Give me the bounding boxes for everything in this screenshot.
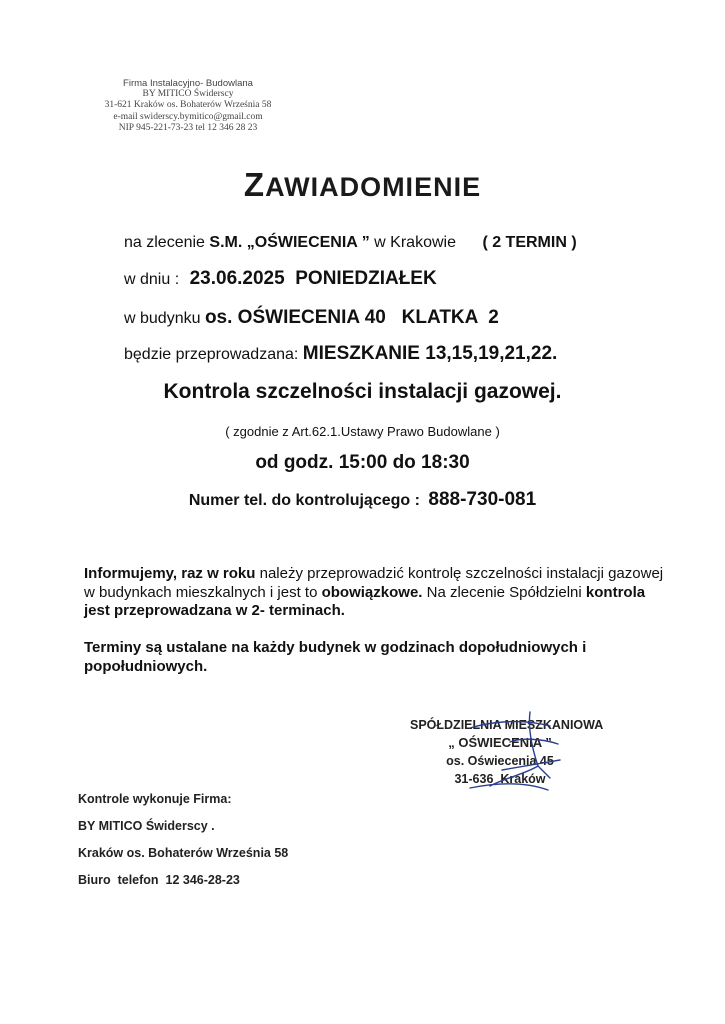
term-badge: ( 2 TERMIN ) (482, 234, 577, 251)
apartments-line (124, 343, 557, 365)
document-title (0, 166, 725, 204)
letterhead-email: e-mail swiderscy.bymitico@gmail.com (113, 111, 263, 122)
stamp-line-2: „ OŚWIECENIA ” (448, 735, 552, 750)
building-value: os. OŚWIECENIA 40 KLATKA 2 (204, 307, 499, 328)
info-paragraph (84, 565, 664, 621)
letterhead-company-name: BY MITICO Świderscy (142, 89, 234, 100)
schedule-paragraph: Terminy są ustalane na każdy budynek w godzinach dopołudniowych i popołudniowych. (84, 639, 587, 675)
stamp-line-3: os. Oświecenia 45 (446, 754, 554, 768)
inspection-hours: od godz. 15:00 do 18:30 (255, 452, 470, 473)
stamp-line-4: 31-636 Kraków (454, 772, 546, 786)
phone-label: Numer tel. do kontrolującego : (188, 492, 420, 509)
info-text-1: należy przeprowadzić kontrolę szczelności instalacji gazowej w budynkach mieszkalnych i jest to (84, 565, 664, 601)
inspection-headline: Kontrola szczelności instalacji gazowej. (163, 380, 562, 403)
order-line (124, 234, 577, 252)
phone-number: 888-730-081 (428, 489, 537, 510)
stamp-line-1: SPÓŁDZIELNIA MIESZKANIOWA (410, 718, 604, 732)
legal-basis: ( zgodnie z Art.62.1.Ustawy Prawo Budowlane ) (225, 424, 500, 439)
info-bold-3: kontrola jest przeprowadzana w 2- terminach. (84, 583, 646, 619)
title-rest: AWIADOMIENIE (265, 172, 482, 202)
date-value: 23.06.2025 PONIEDZIAŁEK (189, 268, 437, 289)
apartments-value: MIESZKANIE 13,15,19,21,22. (302, 343, 558, 364)
letterhead-address: 31-621 Kraków os. Bohaterów Września 58 (104, 100, 272, 111)
info-bold-1: Informujemy, raz w roku (84, 565, 256, 582)
contractor-footer (78, 786, 288, 894)
inspector-phone-line (0, 489, 725, 511)
apartments-prefix: będzie przeprowadzana: (124, 346, 299, 363)
date-prefix: w dniu : (124, 271, 180, 288)
order-suffix: w Krakowie (374, 234, 456, 251)
letterhead-company-type: Firma Instalacyjno- Budowlana (123, 78, 253, 89)
letterhead (88, 78, 288, 134)
footer-line-1: Kontrole wykonuje Firma: (78, 792, 232, 806)
title-initial: Z (243, 166, 266, 203)
signature (410, 708, 604, 798)
building-line (124, 307, 499, 329)
footer-line-4: Biuro telefon 12 346-28-23 (78, 873, 240, 887)
order-value: S.M. „OŚWIECENIA ” (209, 234, 370, 251)
footer-line-2: BY MITICO Świderscy . (78, 819, 215, 833)
letterhead-nip-phone: NIP 945-221-73-23 tel 12 346 28 23 (118, 122, 258, 133)
order-prefix: na zlecenie (124, 234, 205, 251)
footer-line-3: Kraków os. Bohaterów Września 58 (78, 846, 289, 860)
info-bold-2: obowiązkowe. (321, 583, 423, 601)
date-line (124, 268, 437, 290)
building-prefix: w budynku (124, 310, 201, 327)
info-text-2: Na zlecenie Spółdzielni (422, 583, 586, 601)
